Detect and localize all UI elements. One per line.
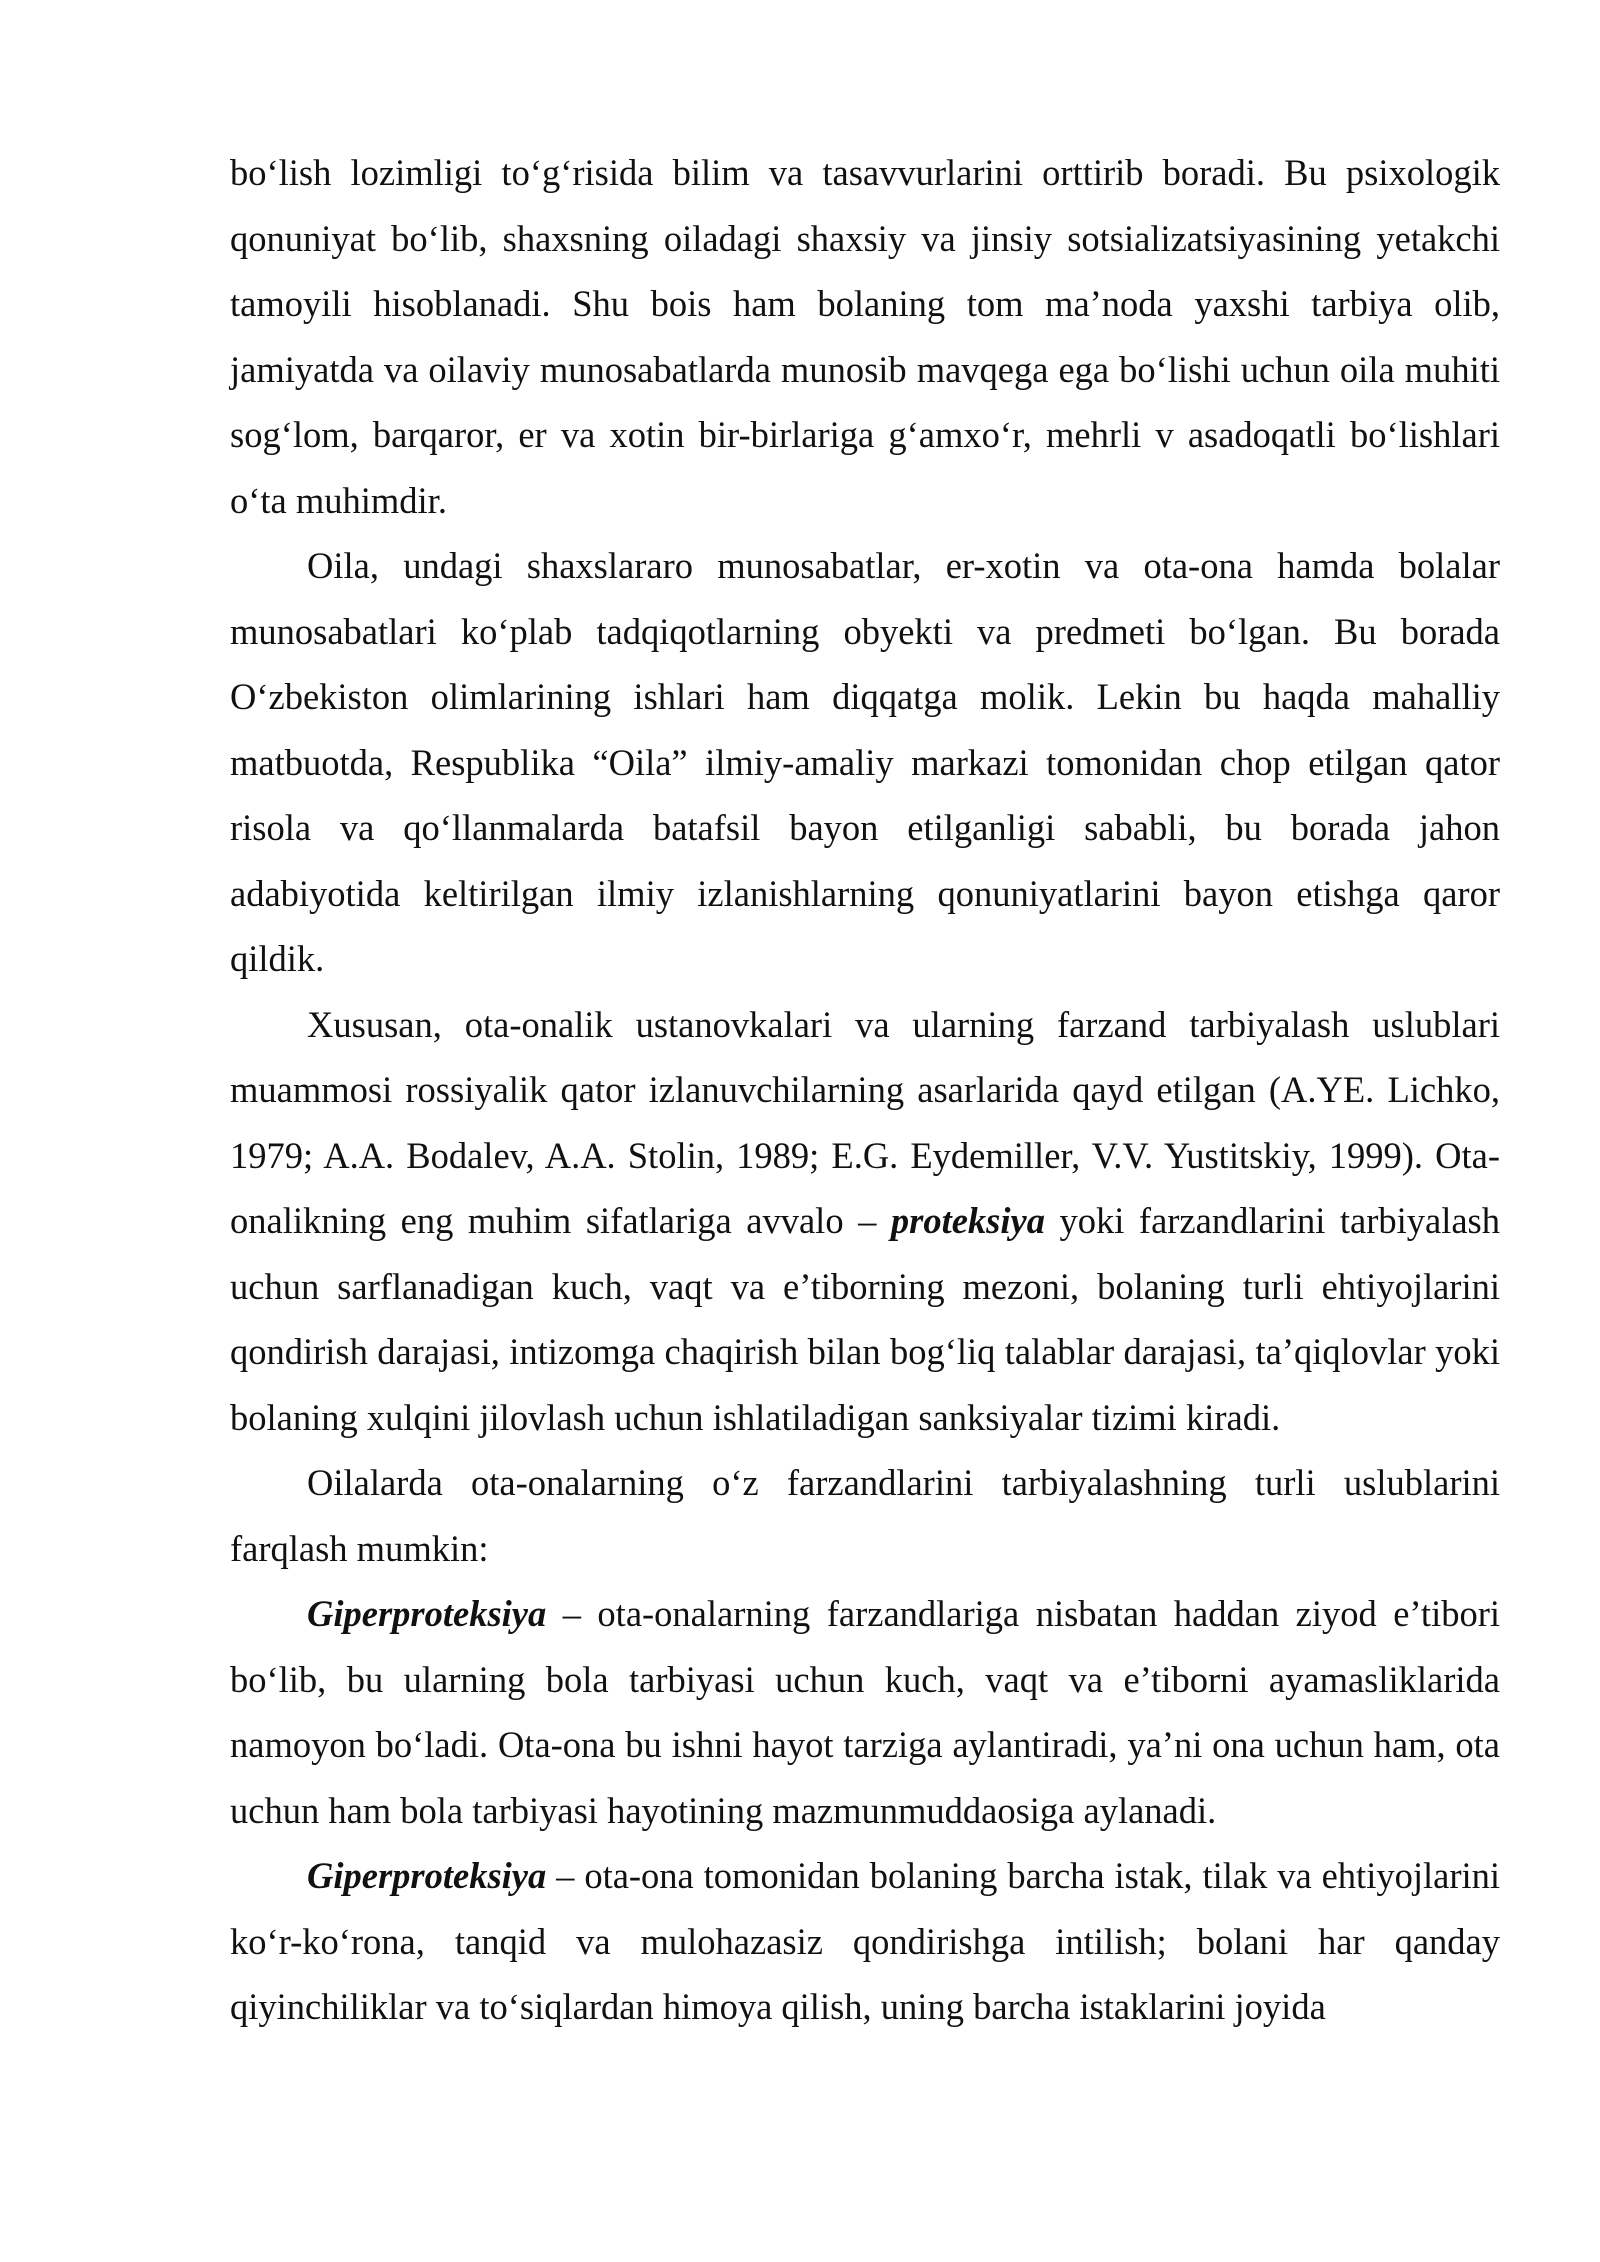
document-body — [230, 140, 1500, 2040]
paragraph-3 — [230, 992, 1500, 1451]
paragraph-3-text-after: yoki farzandlarini tarbiyalash uchun sarflanadigan kuch, vaqt va e’tiborning mezoni, bolaning turli ehtiyojlarini qondirish darajasi, intizomga chaqirish bilan bog‘liq talablar darajasi, ta’qiqlovlar yoki bolaning xulqini jilovlash uchun ishlatiladigan sanksiyalar tizimi kiradi. — [230, 1200, 1501, 1438]
paragraph-3-text-before: Xususan, ota-onalik ustanovkalari va ularning farzand tarbiyalash uslublari muammosi rossiyalik qator izlanuvchilarning asarlarida qayd etilgan (A.YE. Lichko, 1979; A.A. Bodalev, A.A. Stolin, 1989; E.G. Eydemiller, V.V. Yustitskiy, 1999). Ota-onalikning eng muhim sifatlariga avvalo – — [230, 1003, 1500, 1241]
paragraph-5 — [230, 1581, 1500, 1843]
paragraph-4: Oilalarda ota-onalarning o‘z farzandlarini tarbiyalashning turli uslublarini farqlash mumkin: — [230, 1462, 1500, 1569]
paragraph-6 — [230, 1843, 1500, 2040]
term-proteksiya: proteksiya — [890, 1200, 1045, 1241]
paragraph-5-text: – ota-onalarning farzandlariga nisbatan haddan ziyod e’tibori bo‘lib, bu ularning bola tarbiyasi uchun kuch, vaqt va e’tiborni ayamasliklarida namoyon bo‘ladi. Ota-ona bu ishni hayot tarziga aylantiradi, ya’ni ona uchun ham, ota uchun ham bola tarbiyasi hayotining mazmunmuddaosiga aylanadi. — [230, 1593, 1500, 1831]
paragraph-1: bo‘lish lozimligi to‘g‘risida bilim va tasavvurlarini orttirib boradi. Bu psixologik qonuniyat bo‘lib, shaxsning oiladagi shaxsiy va jinsiy sotsializatsiyasining yetakchi tamoyili hisoblanadi. Shu bois ham bolaning tom ma’noda yaxshi tarbiya olib, jamiyatda va oilaviy munosabatlarda munosib mavqega ega bo‘lishi uchun oila muhiti sog‘lom, barqaror, er va xotin bir-birlariga g‘amxo‘r, mehrli v asadoqatli bo‘lishlari o‘ta muhimdir. — [230, 152, 1500, 521]
term-giperproteksiya-2: Giperproteksiya — [307, 1855, 547, 1896]
term-giperproteksiya-1: Giperproteksiya — [307, 1593, 547, 1634]
paragraph-6-text: – ota-ona tomonidan bolaning barcha istak, tilak va ehtiyojlarini ko‘r-ko‘rona, tanqid va mulohazasiz qondirishga intilish; bolani har qanday qiyinchiliklar va to‘siqlardan himoya qilish, uning barcha istaklarini joyida — [230, 1855, 1500, 2027]
paragraph-2: Oila, undagi shaxslararo munosabatlar, er-xotin va ota-ona hamda bolalar munosabatlari ko‘plab tadqiqotlarning obyekti va predmeti bo‘lgan. Bu borada O‘zbekiston olimlarining ishlari ham diqqatga molik. Lekin bu haqda mahalliy matbuotda, Respublika “Oila” ilmiy-amaliy markazi tomonidan chop etilgan qator risola va qo‘llanmalarda batafsil bayon etilganligi sababli, bu borada jahon adabiyotida keltirilgan ilmiy izlanishlarning qonuniyatlarini bayon etishga qaror qildik. — [230, 545, 1500, 979]
